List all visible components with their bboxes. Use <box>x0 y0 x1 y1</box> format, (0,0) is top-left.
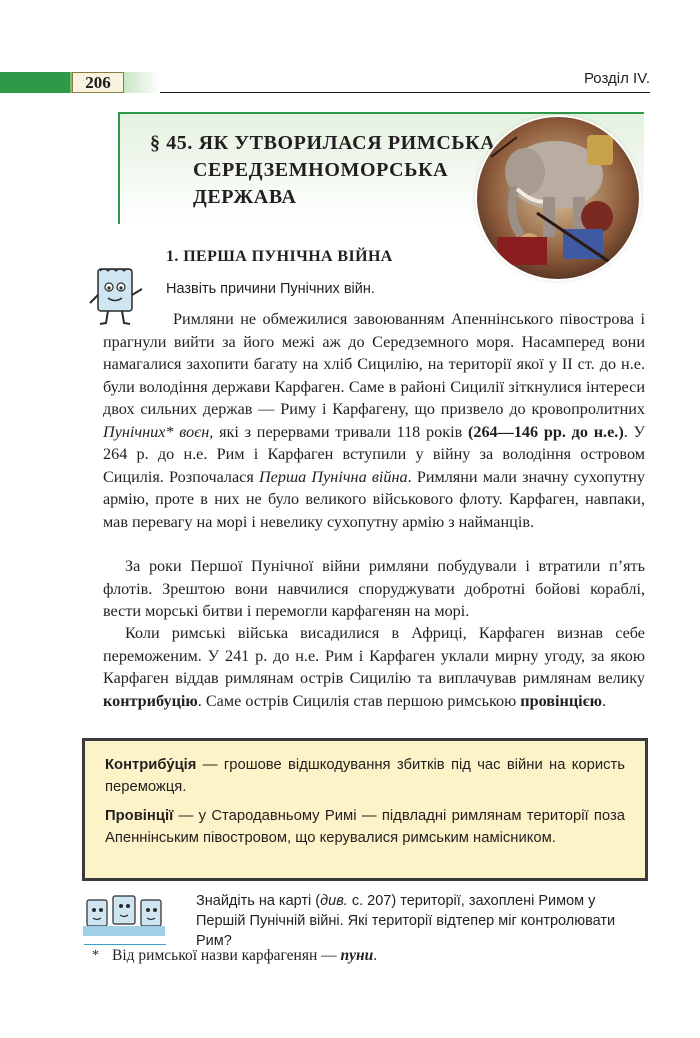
title-line-2: СЕРЕДЗЕМНОМОРСЬКА <box>193 159 449 181</box>
header-green-bar <box>0 72 70 93</box>
term-punic-wars: Пунічних* воєн <box>103 422 210 441</box>
title-line-3: ДЕРЖАВА <box>193 186 297 208</box>
battle-illustration <box>477 117 639 279</box>
task-question: Назвіть причини Пунічних війн. <box>166 281 375 297</box>
definition-province: Провінції — у Стародавньому Римі — підвладні римлянам території поза Апеннінським півостровом, що керувалися римським намісником. <box>105 808 625 846</box>
page-number: 206 <box>85 73 111 92</box>
task-map: Знайдіть на карті (див. с. 207) території, захоплені Римом у Першій Пунічній війні. Які території відтепер міг контролювати Рим? <box>196 893 616 949</box>
subsection-heading: 1. ПЕРША ПУНІЧНА ВІЙНА <box>166 248 393 265</box>
term-contribution: контрибуцію <box>103 691 198 710</box>
term-first-punic-war: Перша Пунічна війна <box>258 467 408 486</box>
paragraph-2: За роки Першої Пунічної війни римляни побудували і втратили п’ять флотів. Зрештою вони навчилися споруджувати добротні бойові кораблі, вести морські битви і перемогли карфагенян на морі. <box>103 557 645 620</box>
paragraph-1: Римляни не обмежилися завоюванням Апеннінського півострова і прагнули вийти за його межі аж до Середземного моря. Насамперед вони намагалися захопити багату на хліб Сицилію, на території якої у ІІ ст. до н.е. були володіння держави Карфаген. Саме в районі Сицилії зіткнулися інтереси двох сильних держав — Риму і Карфагену, що призвело до кровопролитних Пунічних* воєн, які з перервами тривали 118 років (264—146 рр. до н.е.). У 264 р. до н.е. Рим і Карфаген вступили у війну за володіння островом Сицилія. Розпочалася Перша Пунічна війна. Римляни мали значну сухопутну армію, проте в них не було великого військового флоту. Карфаген, навпаки, мав перевагу на морі і невелику сухопутну армію з найманців. <box>103 310 646 531</box>
title-line-1: § 45. ЯК УТВОРИЛАСЯ РИМСЬКА <box>150 132 496 154</box>
section-label: Розділ IV. <box>583 70 650 87</box>
dates-punic-wars: (264—146 рр. до н.е.) <box>467 422 624 441</box>
header-rule <box>160 92 650 93</box>
group-mascot-icon <box>83 892 165 940</box>
term-province: провінцією <box>520 691 603 710</box>
paragraph-3: Коли римські війська висадилися в Африці, Карфаген визнав себе переможеним. У 241 р. до н.е. Рим і Карфаген уклали мирну угоду, за якою Карфаген віддав римлянам острів Сицилію та виплачував римлянам велику контрибуцію. Саме острів Сицилія став першою римською провінцією. <box>103 624 645 710</box>
task-rule <box>84 944 166 945</box>
footnote: Від римської назви карфагенян — пуни. <box>112 947 378 964</box>
footnote-star: * <box>92 948 99 963</box>
definition-contribution: Контрибу́ція — грошове відшкодування збитків під час війни на користь переможця. <box>105 757 625 795</box>
